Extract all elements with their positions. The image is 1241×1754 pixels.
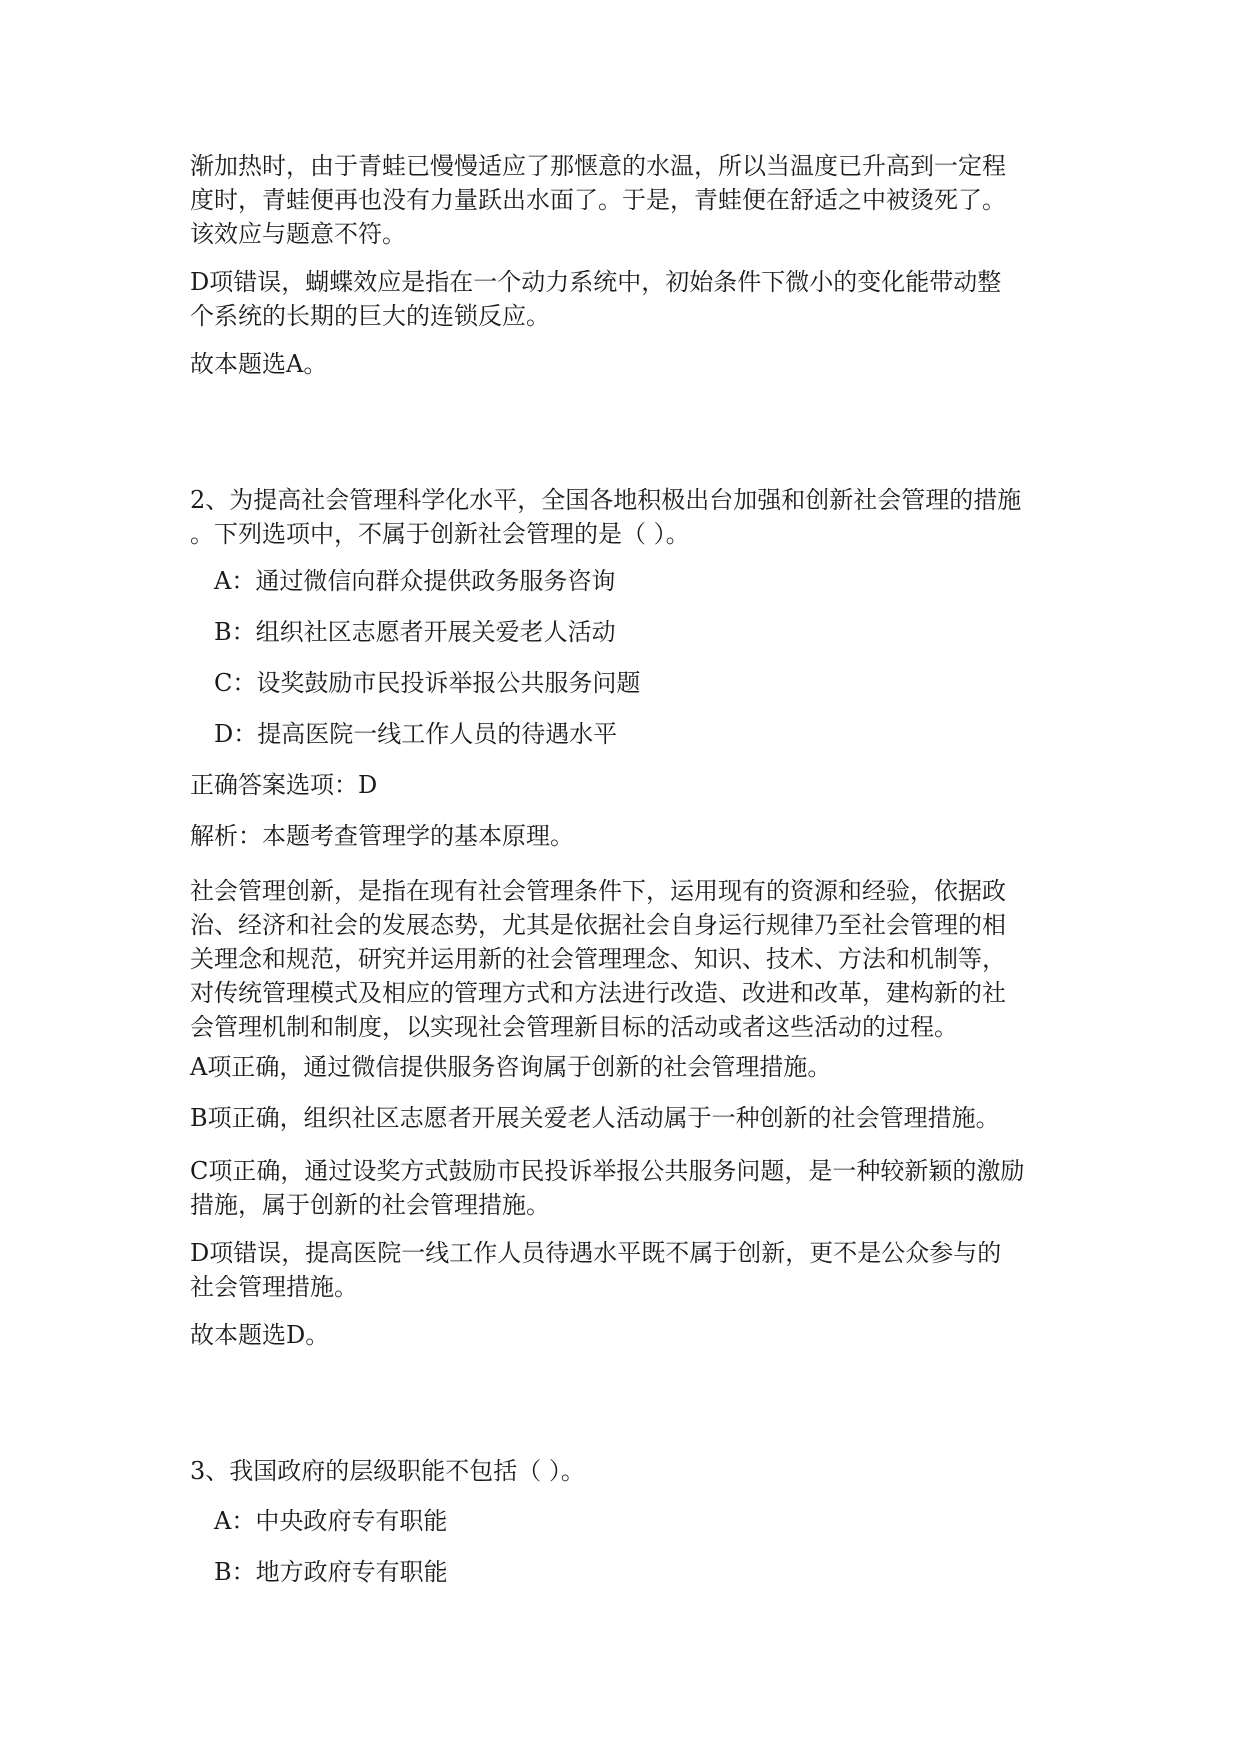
q3-option-b: B：地方政府专有职能 xyxy=(214,1558,448,1586)
q2-analysis-body: 社会管理创新，是指在现有社会管理条件下，运用现有的资源和经验，依据政 治、经济和社会的发展态势，尤其是依据社会自身运行规律乃至社会管理的相 关理念和规范，研究并运用新的社会管理理念、知识、技术、方法和机制等， 对传统管理模式及相应的管理方式和方法进行改造、改进和改革，建构新的社 会管理机制和制度，以实现社会管理新目标的活动或者这些活动的过程。 xyxy=(190,877,1006,1041)
q1-conclusion: 故本题选A。 xyxy=(190,350,328,378)
q3-option-a: A：中央政府专有职能 xyxy=(214,1507,448,1535)
q2-explanation-c: C项正确，通过设奖方式鼓励市民投诉举报公共服务问题，是一种较新颖的激励 措施，属于创新的社会管理措施。 xyxy=(190,1157,1025,1219)
q2-option-a: A：通过微信向群众提供政务服务咨询 xyxy=(214,567,616,595)
q3-stem: 3、我国政府的层级职能不包括（ ）。 xyxy=(190,1457,585,1485)
q2-answer: 正确答案选项：D xyxy=(190,771,378,799)
q1-explanation-d: D项错误，蝴蝶效应是指在一个动力系统中，初始条件下微小的变化能带动整 个系统的长期的巨大的连锁反应。 xyxy=(190,268,1002,330)
q1-explanation-paragraph: 渐加热时，由于青蛙已慢慢适应了那惬意的水温，所以当温度已升高到一定程 度时，青蛙便再也没有力量跃出水面了。于是，青蛙便在舒适之中被烫死了。 该效应与题意不符。 xyxy=(190,152,1006,248)
q2-explanation-d: D项错误，提高医院一线工作人员待遇水平既不属于创新，更不是公众参与的 社会管理措施。 xyxy=(190,1239,1002,1301)
q2-option-b: B：组织社区志愿者开展关爱老人活动 xyxy=(214,618,616,646)
q2-conclusion: 故本题选D。 xyxy=(190,1321,330,1349)
q2-analysis-intro: 解析：本题考查管理学的基本原理。 xyxy=(190,822,574,850)
q2-option-c: C：设奖鼓励市民投诉举报公共服务问题 xyxy=(214,669,641,697)
q2-explanation-a: A项正确，通过微信提供服务咨询属于创新的社会管理措施。 xyxy=(190,1053,832,1081)
q2-option-d: D：提高医院一线工作人员的待遇水平 xyxy=(214,720,618,748)
q2-explanation-b: B项正确，组织社区志愿者开展关爱老人活动属于一种创新的社会管理措施。 xyxy=(190,1104,1000,1132)
q2-stem: 2、为提高社会管理科学化水平，全国各地积极出台加强和创新社会管理的措施 。下列选项中，不属于创新社会管理的是（ ）。 xyxy=(190,486,1022,548)
